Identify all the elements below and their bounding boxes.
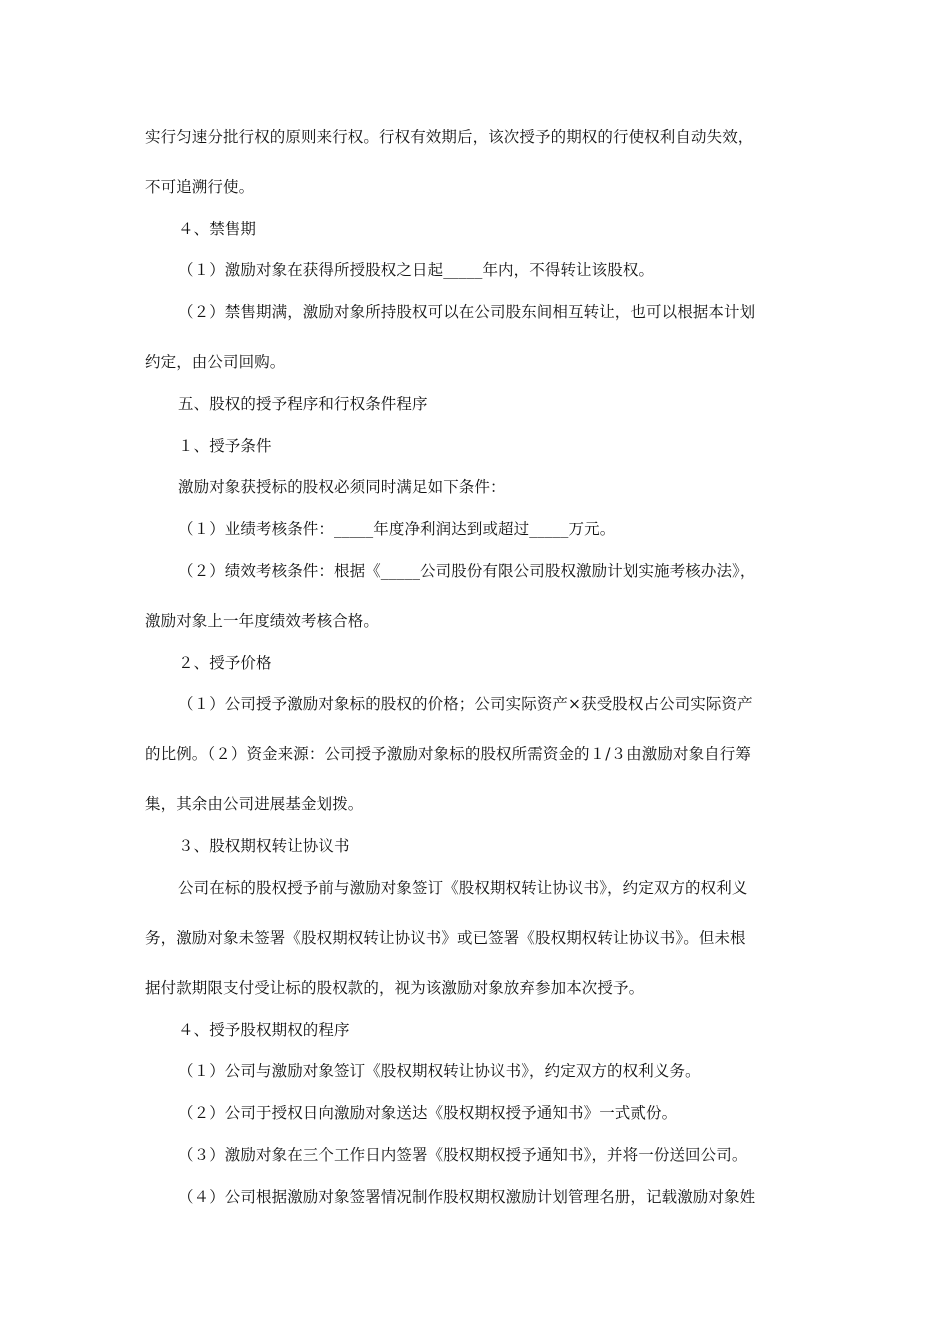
paragraph-line: 实行匀速分批行权的原则来行权。行权有效期后，该次授予的期权的行使权利自动失效，: [145, 128, 754, 146]
paragraph-line: 的比例。（２）资金来源：公司授予激励对象标的股权所需资金的１/３由激励对象自行筹: [145, 745, 751, 763]
paragraph-line: （４）公司根据激励对象签署情况制作股权期权激励计划管理名册，记载激励对象姓: [178, 1188, 756, 1206]
paragraph-line: 约定，由公司回购。: [145, 353, 286, 371]
paragraph-line: 集，其余由公司进展基金划拨。: [145, 795, 364, 813]
section-heading: ３、股权期权转让协议书: [178, 837, 350, 855]
paragraph-line: （１）公司与激励对象签订《股权期权转让协议书》，约定双方的权利义务。: [178, 1062, 701, 1080]
paragraph-line: （３）激励对象在三个工作日内签署《股权期权授予通知书》，并将一份送回公司。: [178, 1146, 748, 1164]
paragraph-line: （２）禁售期满，激励对象所持股权可以在公司股东间相互转让，也可以根据本计划: [178, 303, 756, 321]
paragraph-line: 激励对象获授标的股权必须同时满足如下条件：: [178, 478, 506, 496]
section-heading: ２、授予价格: [178, 654, 272, 672]
paragraph-line: （１）公司授予激励对象标的股权的价格；公司实际资产×获受股权占公司实际资产: [178, 695, 753, 713]
section-heading: １、授予条件: [178, 437, 272, 455]
paragraph-line: （１）激励对象在获得所授股权之日起_____年内，不得转让该股权。: [178, 261, 655, 279]
section-heading: ４、禁售期: [178, 220, 257, 238]
paragraph-line: （２）公司于授权日向激励对象送达《股权期权授予通知书》一式贰份。: [178, 1104, 678, 1122]
paragraph-line: （１）业绩考核条件：_____年度净利润达到或超过_____万元。: [178, 520, 616, 538]
paragraph-line: 公司在标的股权授予前与激励对象签订《股权期权转让协议书》，约定双方的权利义: [178, 879, 748, 897]
paragraph-line: （２）绩效考核条件：根据《_____公司股份有限公司股权激励计划实施考核办法》，: [178, 562, 756, 580]
paragraph-line: 务，激励对象未签署《股权期权转让协议书》或已签署《股权期权转让协议书》。但未根: [145, 929, 746, 947]
paragraph-line: 据付款期限支付受让标的股权款的，视为该激励对象放弃参加本次授予。: [145, 979, 645, 997]
section-heading: ４、授予股权期权的程序: [178, 1021, 350, 1039]
chapter-heading: 五、股权的授予程序和行权条件程序: [178, 395, 428, 413]
paragraph-line: 不可追溯行使。: [145, 178, 255, 196]
paragraph-line: 激励对象上一年度绩效考核合格。: [145, 612, 380, 630]
